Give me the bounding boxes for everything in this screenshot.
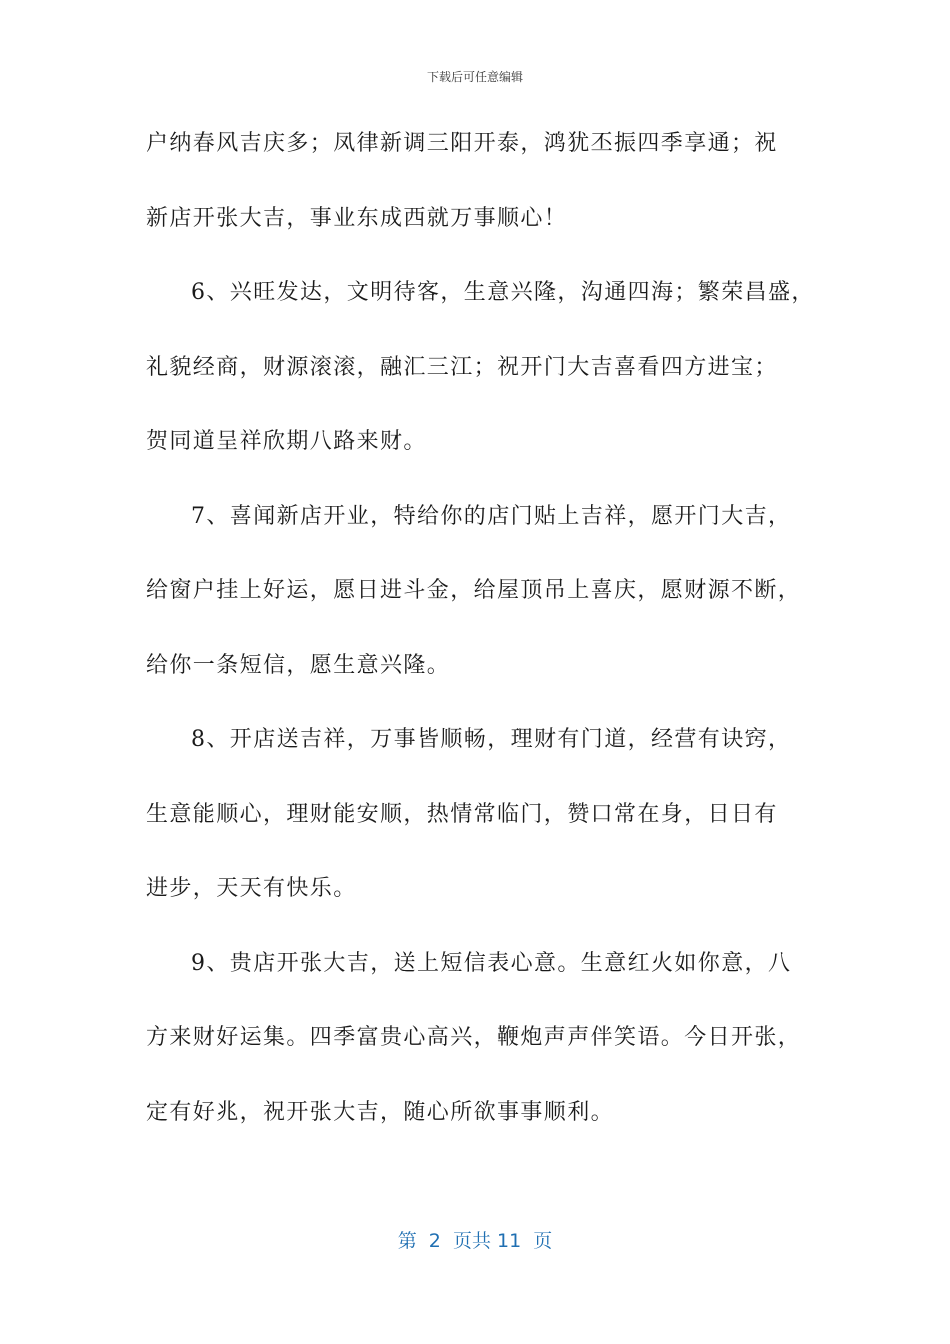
text-line: 生意能顺心，理财能安顺，热情常临门，赞口常在身，日日有 [146,801,778,827]
text-line: 新店开张大吉，事业东成西就万事顺心！ [146,205,568,231]
paragraph-start-line: 6、兴旺发达，文明待客，生意兴隆，沟通四海；繁荣昌盛， [191,280,815,305]
page-number-footer: 第 2 页共 11 页 [397,1230,553,1252]
header-note: 下载后可任意编辑 [426,70,523,84]
document-body [146,122,836,1165]
text-line: 户纳春风吉庆多；凤律新调三阳开泰，鸿犹丕振四季享通；祝 [146,131,778,156]
text-line: 给窗户挂上好运，愿日进斗金，给屋顶吊上喜庆，愿财源不断， [146,578,802,603]
text-line: 给你一条短信，愿生意兴隆。 [146,652,451,678]
text-line: 进步，天天有快乐。 [146,876,357,901]
paragraph-start-line: 8、开店送吉祥，万事皆顺畅，理财有门道，经营有诀窍， [191,727,792,752]
text-line: 贺同道呈祥欣期八路来财。 [146,429,427,454]
paragraph-start-line: 7、喜闻新店开业，特给你的店门贴上吉祥，愿开门大吉， [191,503,792,529]
text-line: 方来财好运集。四季富贵心高兴，鞭炮声声伴笑语。今日开张， [146,1025,802,1050]
text-line: 定有好兆，祝开张大吉，随心所欲事事顺利。 [146,1099,615,1125]
paragraph-start-line: 9、贵店开张大吉，送上短信表心意。生意红火如你意，八 [191,950,792,976]
text-line: 礼貌经商，财源滚滚，融汇三江；祝开门大吉喜看四方进宝； [146,354,778,380]
